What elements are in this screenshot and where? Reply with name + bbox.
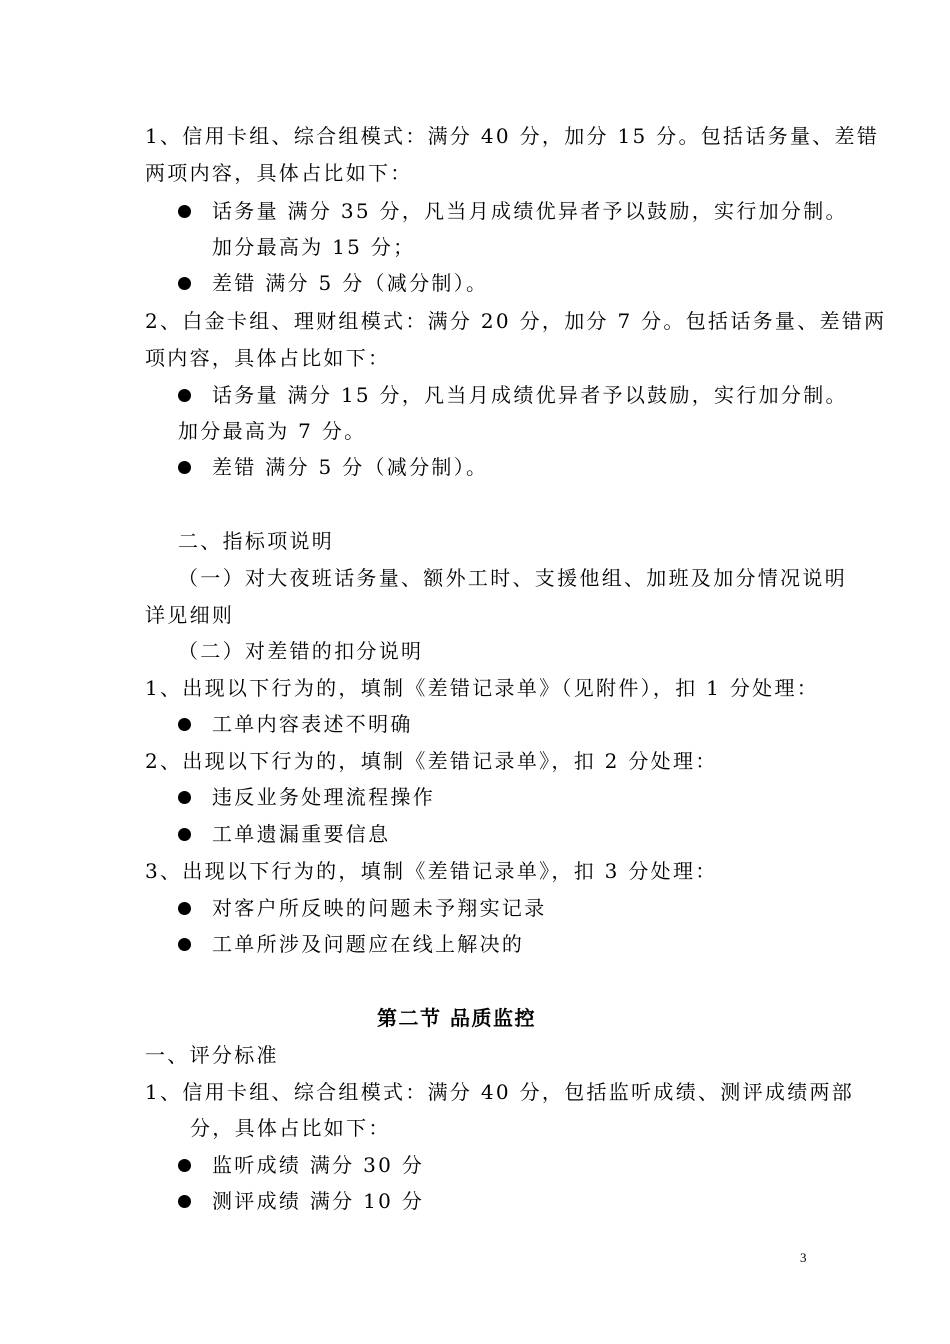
- bullet-icon: [178, 791, 191, 804]
- chapter-section-title: 第二节 品质监控: [377, 1006, 536, 1030]
- text-line: 加分最高为 7 分。: [178, 419, 367, 443]
- text-line: 工单内容表述不明确: [212, 712, 413, 736]
- text-line: 对客户所反映的问题未予翔实记录: [212, 896, 547, 920]
- section-heading: 二、指标项说明: [178, 529, 335, 553]
- bullet-icon: [178, 828, 191, 841]
- bullet-icon: [178, 205, 191, 218]
- text-line: 详见细则: [145, 603, 235, 627]
- section-heading: 一、评分标准: [145, 1043, 279, 1067]
- text-line: （一）对大夜班话务量、额外工时、支援他组、加班及加分情况说明: [178, 566, 847, 590]
- bullet-icon: [178, 277, 191, 290]
- text-line: 1、信用卡组、综合组模式：满分 40 分，加分 15 分。包括话务量、差错: [145, 124, 880, 148]
- text-line: 2、白金卡组、理财组模式：满分 20 分，加分 7 分。包括话务量、差错两: [145, 309, 887, 333]
- text-line: 1、出现以下行为的，填制《差错记录单》（见附件），扣 1 分处理：: [145, 676, 820, 700]
- text-line: 话务量 满分 15 分，凡当月成绩优异者予以鼓励，实行加分制。: [212, 383, 848, 407]
- bullet-icon: [178, 1159, 191, 1172]
- bullet-icon: [178, 938, 191, 951]
- text-line: 测评成绩 满分 10 分: [212, 1189, 425, 1213]
- text-line: 两项内容，具体占比如下：: [145, 161, 413, 185]
- text-line: 工单遗漏重要信息: [212, 822, 391, 846]
- text-line: 加分最高为 15 分；: [212, 235, 416, 259]
- text-line: 2、出现以下行为的，填制《差错记录单》，扣 2 分处理：: [145, 749, 718, 773]
- text-line: 1、信用卡组、综合组模式：满分 40 分，包括监听成绩、测评成绩两部: [145, 1080, 855, 1104]
- bullet-icon: [178, 718, 191, 731]
- text-line: 差错 满分 5 分（减分制）。: [212, 271, 489, 295]
- text-line: 项内容，具体占比如下：: [145, 346, 391, 370]
- bullet-icon: [178, 1195, 191, 1208]
- bullet-icon: [178, 389, 191, 402]
- text-line: 违反业务处理流程操作: [212, 785, 435, 809]
- bullet-icon: [178, 902, 191, 915]
- text-line: 监听成绩 满分 30 分: [212, 1153, 425, 1177]
- text-line: 话务量 满分 35 分，凡当月成绩优异者予以鼓励，实行加分制。: [212, 199, 848, 223]
- page-number: 3: [800, 1250, 807, 1265]
- text-line: 差错 满分 5 分（减分制）。: [212, 455, 489, 479]
- bullet-icon: [178, 461, 191, 474]
- text-line: 分，具体占比如下：: [190, 1116, 391, 1140]
- subsection-heading: （二）对差错的扣分说明: [178, 639, 424, 663]
- text-line: 3、出现以下行为的，填制《差错记录单》，扣 3 分处理：: [145, 859, 718, 883]
- text-line: 工单所涉及问题应在线上解决的: [212, 932, 525, 956]
